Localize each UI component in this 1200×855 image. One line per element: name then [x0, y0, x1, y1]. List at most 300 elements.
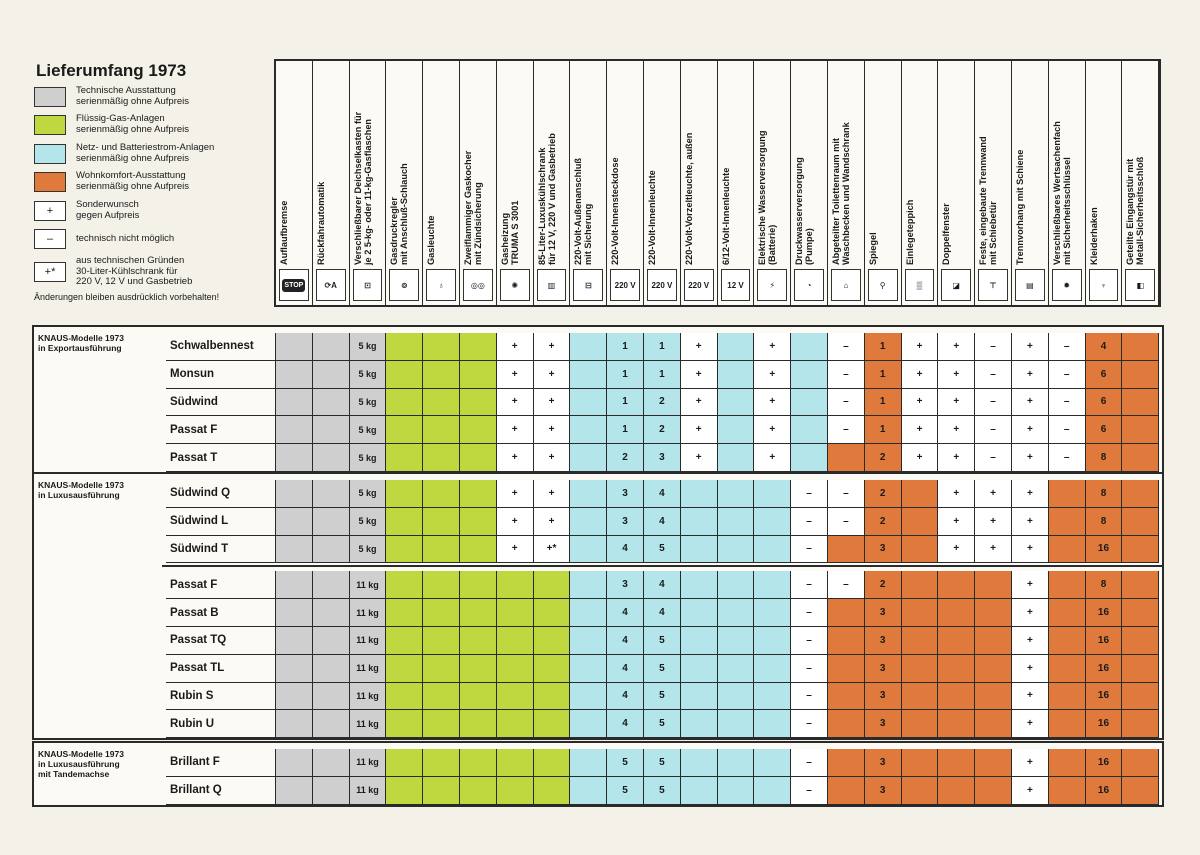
model-name: Schwalbennest	[166, 333, 276, 361]
table-cell	[718, 777, 755, 805]
table-cell	[1049, 655, 1086, 683]
table-cell: 8	[1086, 444, 1123, 472]
table-cell	[681, 749, 718, 777]
column-header	[754, 61, 791, 305]
column-header-label: Feste, eingebaute Trennwand mit Schiebetür	[978, 136, 999, 265]
legend-item	[34, 200, 139, 221]
table-cell: +	[497, 389, 534, 417]
table-cell	[313, 683, 350, 711]
table-cell	[975, 599, 1012, 627]
legend-item	[34, 86, 189, 107]
column-feature-icon: ⊟	[573, 269, 603, 301]
column-feature-icon: ⚲	[868, 269, 898, 301]
table-cell: 11 kg	[350, 710, 387, 738]
table-cell: 4	[644, 480, 681, 508]
table-cell	[497, 710, 534, 738]
table-cell	[1122, 710, 1159, 738]
table-cell: 16	[1086, 777, 1123, 805]
table-cell	[570, 416, 607, 444]
column-header	[534, 61, 571, 305]
table-cell: 3	[865, 536, 902, 564]
table-cell	[1122, 571, 1159, 599]
table-cell: 1	[865, 333, 902, 361]
table-cell	[534, 777, 571, 805]
table-cell	[754, 480, 791, 508]
table-cell	[902, 749, 939, 777]
table-cell	[276, 389, 313, 417]
table-cell	[681, 480, 718, 508]
table-cell	[681, 777, 718, 805]
table-cell	[718, 333, 755, 361]
table-cell: 5 kg	[350, 416, 387, 444]
legend-item	[34, 229, 174, 249]
table-cell	[276, 777, 313, 805]
table-cell: +	[497, 333, 534, 361]
column-feature-icon: 12 V	[721, 269, 751, 301]
table-cell	[938, 710, 975, 738]
table-cell: +	[1012, 416, 1049, 444]
table-cell	[460, 444, 497, 472]
table-cell	[386, 655, 423, 683]
table-cell: 4	[607, 599, 644, 627]
column-header	[570, 61, 607, 305]
table-cell: 3	[644, 444, 681, 472]
model-name: Rubin S	[166, 683, 276, 711]
table-cell: –	[975, 389, 1012, 417]
table-cell	[902, 480, 939, 508]
table-cell: –	[1049, 333, 1086, 361]
table-cell	[902, 710, 939, 738]
table-cell	[460, 333, 497, 361]
column-header-label: Abgeteilter Toilettenraum mit Waschbecken und Wandschrank	[831, 122, 851, 265]
table-cell	[754, 683, 791, 711]
table-cell: 5	[607, 749, 644, 777]
table-cell	[828, 710, 865, 738]
column-feature-icon: STOP	[279, 269, 309, 301]
table-cell	[460, 480, 497, 508]
table-cell	[718, 480, 755, 508]
table-cell	[828, 749, 865, 777]
table-cell	[754, 599, 791, 627]
table-cell: 2	[865, 480, 902, 508]
model-name: Rubin U	[166, 710, 276, 738]
table-cell: –	[828, 389, 865, 417]
table-cell: +	[938, 508, 975, 536]
table-cell: 5 kg	[350, 536, 387, 564]
table-cell: +	[534, 444, 571, 472]
legend-swatch: –	[34, 229, 66, 249]
table-cell	[460, 777, 497, 805]
model-name: Südwind Q	[166, 480, 276, 508]
column-feature-icon: ♆	[1089, 269, 1119, 301]
table-cell: 5 kg	[350, 333, 387, 361]
legend-text: Technische Ausstattung serienmäßig ohne Aufpreis	[76, 85, 190, 107]
table-cell	[902, 655, 939, 683]
table-cell	[423, 536, 460, 564]
table-cell	[276, 710, 313, 738]
table-cell	[681, 710, 718, 738]
table-cell: 4	[607, 627, 644, 655]
model-name: Passat F	[166, 571, 276, 599]
table-cell	[570, 480, 607, 508]
table-cell: –	[791, 536, 828, 564]
table-cell: 4	[607, 683, 644, 711]
column-header-label: Gasheizung TRUMA S 3001	[499, 200, 520, 265]
table-cell	[938, 627, 975, 655]
table-cell: +	[754, 444, 791, 472]
table-cell	[1049, 627, 1086, 655]
column-header	[386, 61, 423, 305]
table-cell	[423, 710, 460, 738]
table-cell	[754, 571, 791, 599]
column-header	[718, 61, 755, 305]
table-cell: +	[938, 480, 975, 508]
table-cell	[534, 749, 571, 777]
model-name: Passat TL	[166, 655, 276, 683]
table-cell: +	[975, 508, 1012, 536]
table-cell: 5	[644, 536, 681, 564]
table-cell	[276, 683, 313, 711]
table-cell: 11 kg	[350, 571, 387, 599]
page-title: Lieferumfang 1973	[36, 61, 187, 80]
table-cell	[1122, 599, 1159, 627]
table-cell: +	[1012, 710, 1049, 738]
column-feature-icon: ✹	[1052, 269, 1082, 301]
table-cell: 2	[865, 571, 902, 599]
column-header-row	[274, 59, 1161, 307]
model-name: Südwind T	[166, 536, 276, 564]
group-label: KNAUS-Modelle 1973 in Exportausführung	[38, 333, 124, 353]
table-cell	[460, 655, 497, 683]
column-header	[313, 61, 350, 305]
table-cell: 5 kg	[350, 444, 387, 472]
table-cell	[313, 571, 350, 599]
table-cell	[718, 627, 755, 655]
column-header-label: 220-Volt-Innensteckdose	[610, 157, 621, 265]
table-cell: +	[1012, 444, 1049, 472]
table-cell	[460, 627, 497, 655]
table-cell: –	[828, 480, 865, 508]
legend-swatch: +	[34, 201, 66, 221]
model-name: Monsun	[166, 361, 276, 389]
table-cell	[313, 627, 350, 655]
table-cell	[386, 749, 423, 777]
column-feature-icon: ♁	[426, 269, 456, 301]
table-cell: 6	[1086, 389, 1123, 417]
table-cell	[1122, 361, 1159, 389]
table-cell	[828, 599, 865, 627]
table-cell	[386, 508, 423, 536]
table-cell	[902, 571, 939, 599]
table-cell: +	[534, 508, 571, 536]
table-cell: 16	[1086, 627, 1123, 655]
table-cell	[902, 508, 939, 536]
table-cell: +	[1012, 361, 1049, 389]
table-cell: 3	[607, 571, 644, 599]
table-cell: 16	[1086, 655, 1123, 683]
table-cell	[313, 444, 350, 472]
table-cell	[460, 599, 497, 627]
table-cell	[1122, 536, 1159, 564]
table-cell	[938, 777, 975, 805]
table-cell	[570, 536, 607, 564]
table-cell: 5	[644, 683, 681, 711]
column-header	[276, 61, 313, 305]
group-label: KNAUS-Modelle 1973 in Luxusausführung mit Tandemachse	[38, 749, 124, 779]
legend-text: Flüssig-Gas-Anlagen serienmäßig ohne Aufpreis	[76, 113, 190, 135]
table-cell	[570, 710, 607, 738]
table-cell: –	[828, 333, 865, 361]
column-header-label: Elektrische Wasserversorgung (Batterie)	[757, 130, 778, 265]
table-cell	[423, 683, 460, 711]
table-cell	[754, 508, 791, 536]
table-cell: 1	[607, 389, 644, 417]
table-cell: 11 kg	[350, 749, 387, 777]
table-cell: +	[938, 333, 975, 361]
table-cell: 1	[865, 389, 902, 417]
table-cell: +	[754, 416, 791, 444]
model-name: Brillant F	[166, 749, 276, 777]
table-cell	[386, 536, 423, 564]
table-cell	[938, 599, 975, 627]
table-cell	[718, 599, 755, 627]
column-header-label: 6/12-Volt-Innenleuchte	[720, 167, 731, 265]
table-cell	[1122, 749, 1159, 777]
table-cell: 5	[644, 777, 681, 805]
table-cell: +	[1012, 683, 1049, 711]
table-cell: 5	[644, 710, 681, 738]
table-cell: 4	[607, 536, 644, 564]
table-cell	[718, 508, 755, 536]
model-name: Passat F	[166, 416, 276, 444]
model-group	[32, 472, 1164, 740]
table-cell: 4	[1086, 333, 1123, 361]
table-cell	[718, 444, 755, 472]
table-cell	[570, 389, 607, 417]
table-cell: 3	[607, 508, 644, 536]
column-feature-icon: ▤	[1015, 269, 1045, 301]
table-cell: –	[1049, 389, 1086, 417]
column-header-label: Zweiflammiger Gaskocher mit Zündsicherung	[463, 150, 483, 265]
legend-swatch	[34, 172, 66, 192]
table-cell	[1122, 508, 1159, 536]
table-cell	[386, 571, 423, 599]
legend-item	[34, 256, 192, 288]
legend-swatch	[34, 115, 66, 135]
column-header-label: Rückfahrautomatik	[315, 181, 326, 265]
table-cell: +	[497, 480, 534, 508]
table-cell: 6	[1086, 361, 1123, 389]
table-cell	[423, 333, 460, 361]
table-cell: +	[1012, 333, 1049, 361]
table-cell	[276, 536, 313, 564]
table-cell	[423, 361, 460, 389]
table-cell: 8	[1086, 480, 1123, 508]
table-cell	[681, 655, 718, 683]
table-cell: +	[534, 416, 571, 444]
table-cell	[313, 536, 350, 564]
table-cell	[975, 571, 1012, 599]
legend-swatch	[34, 144, 66, 164]
table-cell	[386, 710, 423, 738]
table-cell	[718, 710, 755, 738]
table-cell	[386, 389, 423, 417]
table-cell: 5 kg	[350, 508, 387, 536]
table-cell	[497, 683, 534, 711]
column-header-label: 220-Volt-Vorzeltleuchte, außen	[683, 132, 694, 265]
table-cell: 5 kg	[350, 389, 387, 417]
table-cell: +	[902, 333, 939, 361]
table-cell: 11 kg	[350, 599, 387, 627]
table-cell: +	[902, 444, 939, 472]
table-cell	[276, 571, 313, 599]
table-cell: 11 kg	[350, 655, 387, 683]
table-cell: –	[791, 749, 828, 777]
table-cell	[423, 444, 460, 472]
table-cell	[423, 599, 460, 627]
table-cell: 3	[607, 480, 644, 508]
table-cell: 16	[1086, 710, 1123, 738]
table-cell: +	[1012, 599, 1049, 627]
table-cell	[791, 444, 828, 472]
table-cell	[570, 683, 607, 711]
table-cell	[423, 627, 460, 655]
table-cell	[276, 655, 313, 683]
table-cell: +	[534, 333, 571, 361]
legend-swatch: +*	[34, 262, 66, 282]
column-header-label: Doppelfenster	[941, 203, 952, 265]
table-cell	[718, 571, 755, 599]
table-cell: +*	[534, 536, 571, 564]
table-cell	[828, 627, 865, 655]
table-cell: 2	[607, 444, 644, 472]
table-cell	[313, 416, 350, 444]
table-cell	[828, 444, 865, 472]
table-cell: 3	[865, 599, 902, 627]
column-feature-icon: 220 V	[610, 269, 640, 301]
table-cell	[754, 749, 791, 777]
table-cell: 2	[644, 389, 681, 417]
table-cell	[423, 749, 460, 777]
table-cell: 16	[1086, 683, 1123, 711]
table-cell	[975, 627, 1012, 655]
table-cell	[1049, 683, 1086, 711]
table-cell: 3	[865, 655, 902, 683]
table-cell	[718, 416, 755, 444]
table-cell: +	[534, 480, 571, 508]
model-name: Passat T	[166, 444, 276, 472]
column-header	[350, 61, 387, 305]
column-feature-icon: ⌂	[831, 269, 861, 301]
column-feature-icon: ⊚	[389, 269, 419, 301]
table-cell	[570, 361, 607, 389]
table-cell	[828, 655, 865, 683]
table-cell	[975, 777, 1012, 805]
table-cell	[1049, 571, 1086, 599]
column-header-label: Gasleuchte	[426, 215, 437, 265]
table-cell	[460, 389, 497, 417]
table-cell: 11 kg	[350, 627, 387, 655]
table-cell: +	[1012, 627, 1049, 655]
table-cell: +	[902, 361, 939, 389]
table-cell	[423, 777, 460, 805]
column-feature-icon: ⊤	[978, 269, 1008, 301]
table-cell: +	[938, 536, 975, 564]
table-cell	[975, 655, 1012, 683]
table-cell	[534, 710, 571, 738]
table-cell	[276, 599, 313, 627]
table-cell	[497, 599, 534, 627]
table-cell	[534, 571, 571, 599]
column-header	[1049, 61, 1086, 305]
table-cell: +	[938, 389, 975, 417]
table-cell: +	[681, 389, 718, 417]
table-cell	[681, 627, 718, 655]
table-cell	[754, 710, 791, 738]
table-cell	[276, 480, 313, 508]
table-cell	[460, 710, 497, 738]
table-cell	[460, 749, 497, 777]
legend-item	[34, 143, 214, 164]
table-cell	[386, 627, 423, 655]
table-cell	[276, 627, 313, 655]
table-cell	[902, 599, 939, 627]
table-cell: 4	[644, 571, 681, 599]
table-cell: +	[754, 389, 791, 417]
table-cell	[902, 683, 939, 711]
column-header-label: Verschließbares Wertsachenfach mit Sicherheitsschlüssel	[1051, 121, 1072, 265]
row-separator	[162, 565, 1162, 567]
table-cell: +	[681, 333, 718, 361]
table-cell	[386, 444, 423, 472]
table-cell: +	[497, 536, 534, 564]
table-cell: 5	[644, 655, 681, 683]
table-cell: +	[975, 536, 1012, 564]
table-cell: 1	[865, 416, 902, 444]
table-cell: +	[497, 508, 534, 536]
table-cell	[313, 710, 350, 738]
table-cell: –	[791, 508, 828, 536]
table-cell	[276, 749, 313, 777]
table-cell	[386, 333, 423, 361]
table-cell	[754, 536, 791, 564]
legend-text: technisch nicht möglich	[76, 232, 175, 244]
table-cell: –	[791, 710, 828, 738]
table-cell: +	[1012, 749, 1049, 777]
table-cell	[791, 361, 828, 389]
table-cell	[1122, 389, 1159, 417]
table-cell: +	[1012, 571, 1049, 599]
table-cell: +	[1012, 655, 1049, 683]
table-cell	[570, 655, 607, 683]
model-group	[32, 325, 1164, 474]
table-cell	[902, 536, 939, 564]
table-cell	[718, 683, 755, 711]
column-header-label: Trennvorhang mit Schiene	[1015, 149, 1025, 265]
table-cell	[681, 536, 718, 564]
table-cell	[313, 361, 350, 389]
table-cell: +	[534, 361, 571, 389]
table-cell	[313, 655, 350, 683]
table-cell: 1	[865, 361, 902, 389]
table-cell	[791, 333, 828, 361]
table-cell	[497, 655, 534, 683]
column-header	[681, 61, 718, 305]
column-header-label: Kleiderhaken	[1088, 207, 1099, 265]
table-cell	[1049, 599, 1086, 627]
table-cell	[1122, 777, 1159, 805]
column-header	[791, 61, 828, 305]
